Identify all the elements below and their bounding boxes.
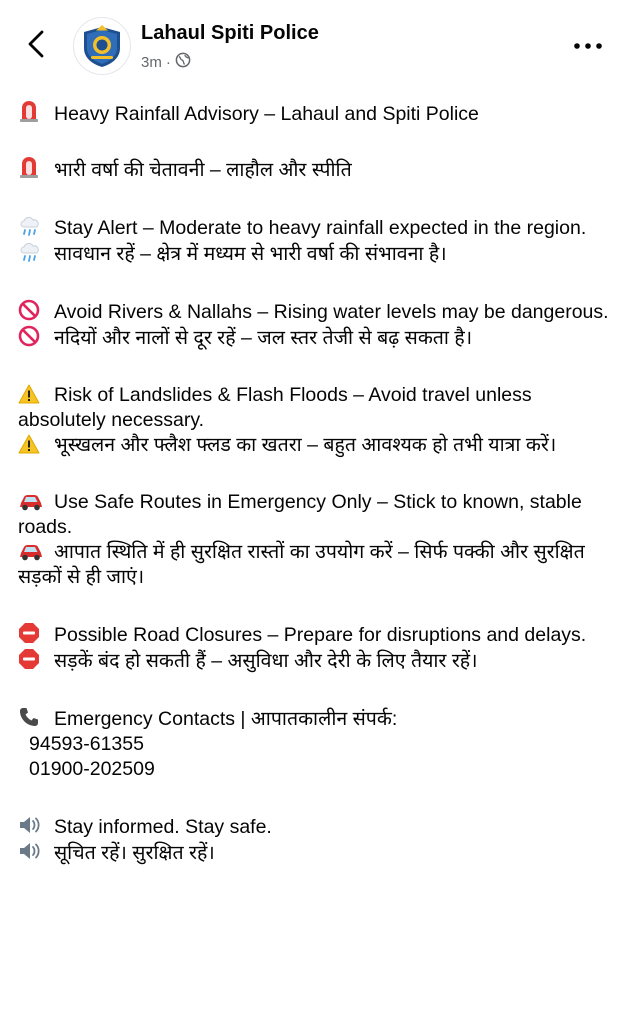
post-line — [18, 155, 612, 183]
post-line — [18, 648, 612, 674]
post-line — [18, 299, 612, 325]
more-options-button[interactable] — [566, 28, 610, 64]
landslide-risk-hi: भूस्खलन और फ्लैश फ्लड का खतरा – बहुत आवश्यक हो तभी यात्रा करें। — [54, 434, 557, 456]
post-line — [18, 622, 612, 648]
phone-number-1[interactable] — [18, 732, 612, 757]
rain-cloud-icon — [18, 215, 44, 237]
warning-icon — [18, 434, 44, 454]
phone-number-text[interactable]: 94593-61355 — [29, 733, 144, 755]
back-button[interactable] — [16, 26, 56, 66]
stay-informed-hi: सूचित रहें। सुरक्षित रहें। — [54, 842, 215, 864]
safe-routes-hi: आपात स्थिति में ही सुरक्षित रास्तों का उपयोग करें – सिर्फ पक्की और सुरक्षित सड़कों से ही जाएं। — [18, 541, 585, 588]
emergency-contacts-label: Emergency Contacts | आपातकालीन संपर्क: — [54, 708, 398, 730]
stay-alert-hi: सावधान रहें – क्षेत्र में मध्यम से भारी वर्षा की संभावना है। — [54, 243, 447, 265]
more-dots-icon — [573, 37, 603, 55]
avoid-rivers-en: Avoid Rivers & Nallahs – Rising water levels may be dangerous. — [54, 301, 609, 323]
page-name[interactable]: Lahaul Spiti Police — [141, 22, 319, 44]
prohibited-icon — [18, 325, 44, 347]
prohibited-icon — [18, 299, 44, 321]
globe-icon — [175, 52, 191, 72]
post-line — [18, 433, 612, 458]
police-siren-icon — [18, 155, 44, 179]
safe-routes-en: Use Safe Routes in Emergency Only – Stick to known, stable roads. — [18, 491, 582, 538]
warning-icon — [18, 384, 44, 404]
post-line — [18, 383, 612, 433]
chevron-left-icon — [27, 29, 45, 64]
post-line — [18, 215, 612, 241]
telephone-icon — [18, 706, 44, 728]
meta-separator: · — [165, 53, 171, 71]
post-line — [18, 540, 612, 590]
avatar[interactable] — [73, 17, 131, 75]
landslide-risk-en: Risk of Landslides & Flash Floods – Avoid travel unless absolutely necessary. — [18, 384, 532, 431]
road-closures-hi: सड़कें बंद हो सकती हैं – असुविधा और देरी के लिए तैयार रहें। — [54, 650, 478, 672]
advisory-title-en: Heavy Rainfall Advisory – Lahaul and Spiti Police — [54, 103, 479, 125]
avoid-rivers-hi: नदियों और नालों से दूर रहें – जल स्तर तेजी से बढ़ सकता है। — [54, 327, 473, 349]
car-icon — [18, 493, 44, 511]
stay-alert-en: Stay Alert – Moderate to heavy rainfall expected in the region. — [54, 217, 587, 239]
stay-informed-en: Stay informed. Stay safe. — [54, 816, 272, 838]
post-line — [18, 706, 612, 732]
rain-cloud-icon — [18, 241, 44, 263]
post-line — [18, 490, 612, 540]
phone-number-2[interactable] — [18, 757, 612, 782]
post-meta — [141, 52, 191, 72]
post-line — [18, 241, 612, 267]
post-line — [18, 99, 612, 127]
speaker-icon — [18, 814, 44, 836]
police-badge-icon — [74, 18, 130, 74]
phone-number-text[interactable]: 01900-202509 — [29, 758, 155, 780]
post-header — [0, 0, 626, 86]
advisory-title-hi: भारी वर्षा की चेतावनी – लाहौल और स्पीति — [54, 159, 352, 181]
post-line — [18, 840, 612, 866]
stop-sign-icon — [18, 622, 44, 644]
post-time[interactable]: 3m — [141, 53, 162, 71]
car-icon — [18, 543, 44, 561]
speaker-icon — [18, 840, 44, 862]
post-line — [18, 325, 612, 351]
road-closures-en: Possible Road Closures – Prepare for disruptions and delays. — [54, 624, 587, 646]
stop-sign-icon — [18, 648, 44, 670]
post-line — [18, 814, 612, 840]
police-siren-icon — [18, 99, 44, 123]
post-body — [18, 99, 612, 866]
